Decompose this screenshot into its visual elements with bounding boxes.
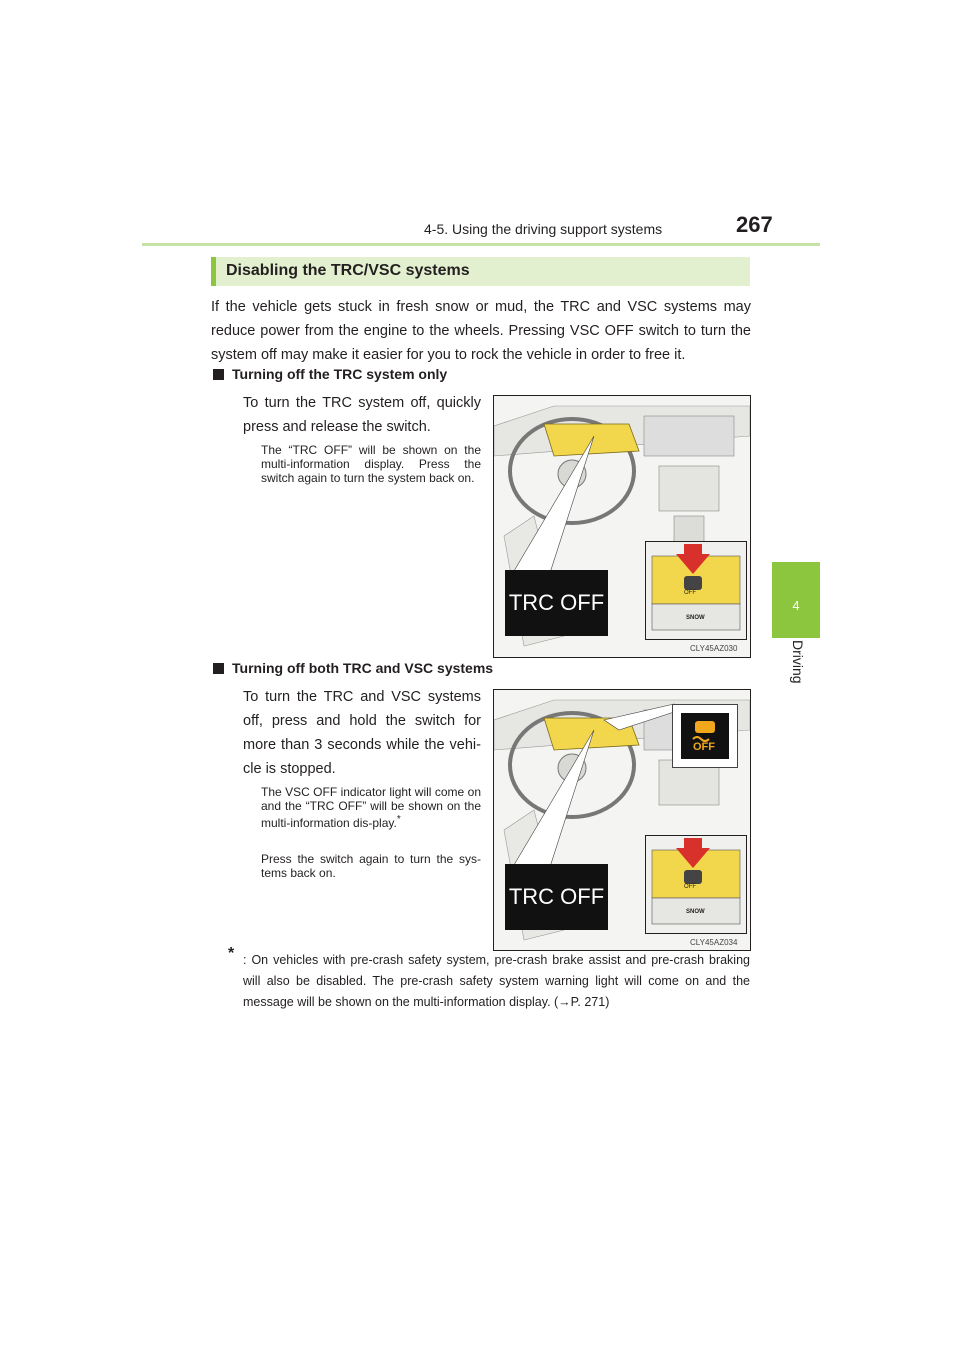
switch-inset (645, 541, 747, 640)
switch-off-label: OFF (684, 590, 696, 596)
switch-off-label: OFF (684, 884, 696, 890)
trc-off-display: TRC OFF (505, 570, 608, 636)
vsc-off-indicator-inset (672, 704, 738, 768)
subheading-trc-only (213, 366, 447, 382)
item2-note2: Press the switch again to turn the sys-tems back on. (261, 852, 481, 880)
figure-code: CLY45AZ030 (690, 644, 738, 653)
section-title: Disabling the TRC/VSC systems (226, 262, 470, 279)
chapter-tab-number: 4 (792, 598, 800, 613)
page-number: 267 (736, 212, 773, 237)
item2-note1-text: The VSC OFF indicator light will come on and the “TRC OFF” will be shown on the multi-information dis-play. (261, 785, 481, 830)
chapter-tab-label-text: Driving (790, 640, 806, 684)
header-rule (142, 243, 820, 246)
subheading-trc-vsc (213, 660, 493, 676)
switch-inset (645, 835, 747, 934)
item2-note1 (261, 785, 481, 830)
bullet-square-icon (213, 369, 224, 380)
footnote-mark: * (228, 945, 235, 962)
subheading-text: Turning off the TRC system only (232, 366, 448, 382)
bullet-square-icon (213, 663, 224, 674)
item2-note1-mark: * (396, 814, 401, 825)
subheading-text: Turning off both TRC and VSC systems (232, 660, 494, 676)
section-intro: If the vehicle gets stuck in fresh snow or mud, the TRC and VSC systems may reduce power from the engine to the wheels. Pressing VSC OFF switch to turn the system off may make it easier for you to rock the vehicle in order to free it. (211, 299, 751, 363)
item2-body: To turn the TRC and VSC systems off, press and hold the switch for more than 3 seconds while the vehi-cle is stopped. (243, 689, 481, 777)
running-header-section: 4-5. Using the driving support systems (424, 221, 663, 237)
vsc-off-switch-illustration (646, 542, 746, 639)
switch-snow-label: SNOW (686, 909, 705, 915)
indicator-off-label: OFF (693, 741, 715, 753)
item1-note: The “TRC OFF” will be shown on the multi-information display. Press the switch again to turn the system back on. (261, 443, 481, 485)
trc-off-display: TRC OFF (505, 864, 608, 930)
item1-body: To turn the TRC system off, quickly press and release the switch. (243, 395, 481, 435)
vsc-off-switch-illustration (646, 836, 746, 933)
vsc-off-indicator-icon (681, 713, 729, 759)
section-header-bar (211, 257, 216, 286)
figure-trc-only (493, 395, 751, 658)
figure-trc-vsc (493, 689, 751, 951)
figure-code: CLY45AZ034 (690, 938, 738, 947)
footnote-text: : On vehicles with pre-crash safety system, pre-crash brake assist and pre-crash braking will also be disabled. The pre-crash safety system warning light will come on and the message will be shown on the multi-information display. (→P. 271) (243, 953, 750, 1009)
chapter-tab-label (780, 640, 810, 700)
switch-snow-label: SNOW (686, 615, 705, 621)
